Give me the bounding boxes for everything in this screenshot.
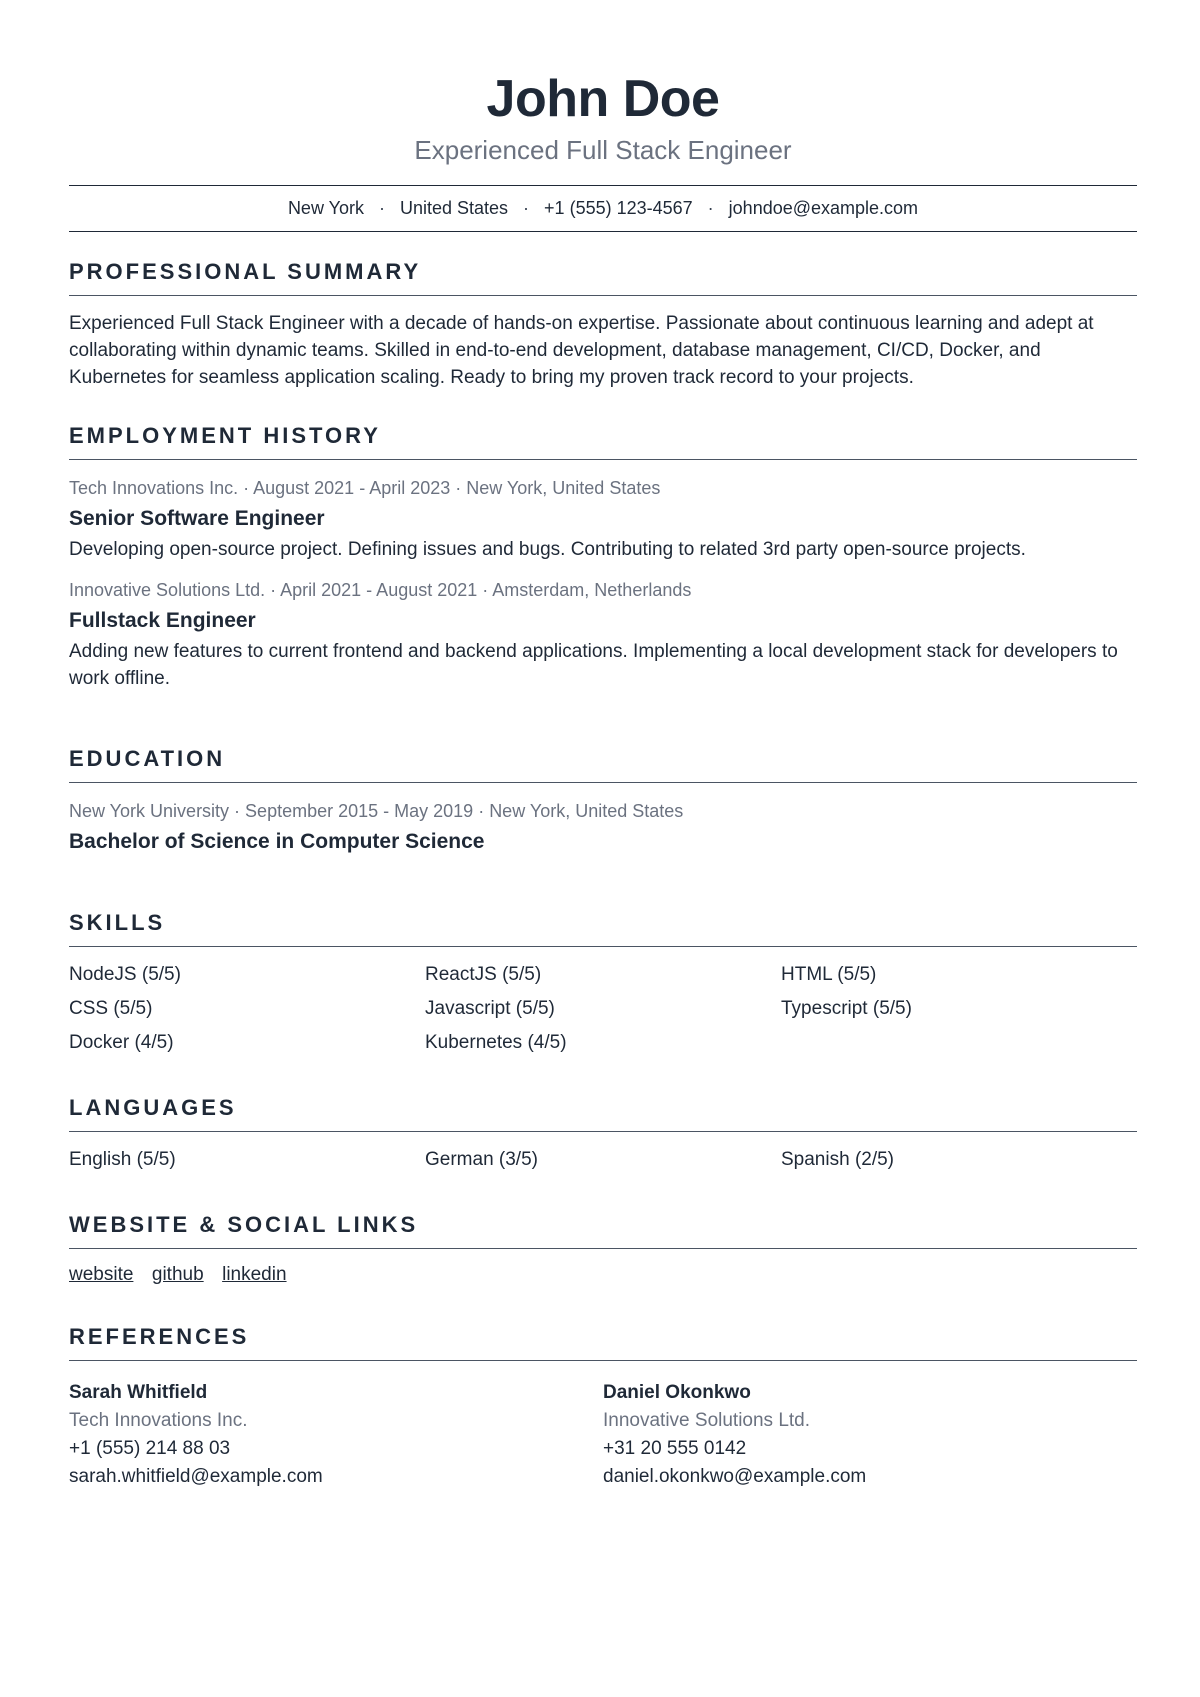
skill-item: CSS (5/5): [69, 998, 153, 1019]
contact-phone: +1 (555) 123-4567: [544, 198, 693, 218]
job-description: Developing open-source project. Defining issues and bugs. Contributing to related 3rd party open-source projects.: [69, 539, 1026, 560]
education-meta: New York University · September 2015 - May 2019 · New York, United States: [69, 801, 684, 821]
reference-company: Tech Innovations Inc.: [69, 1410, 248, 1431]
summary-text: Experienced Full Stack Engineer with a decade of hands-on expertise. Passionate about continuous learning and adept at collaborating within dynamic teams. Skilled in end-to-end development, database management, CI/CD, Docker, and Kubernetes for seamless application scaling. Ready to bring my proven track record to your projects.: [69, 313, 1094, 388]
languages-grid: [69, 1143, 1137, 1177]
job-entry: [69, 578, 1137, 692]
languages-section: [69, 1094, 1137, 1177]
job-title: Fullstack Engineer: [69, 609, 256, 632]
summary-section: [69, 258, 1137, 391]
reference-email: sarah.whitfield@example.com: [69, 1466, 323, 1487]
contact-separator: ·: [523, 198, 530, 218]
linkedin-link[interactable]: linkedin: [222, 1264, 287, 1285]
references-section: [69, 1323, 1137, 1491]
section-heading: EDUCATION: [69, 745, 1137, 783]
education-section: [69, 745, 1137, 857]
skill-item: Kubernetes (4/5): [425, 1032, 567, 1053]
section-heading: PROFESSIONAL SUMMARY: [69, 258, 1137, 296]
reference-name: Sarah Whitfield: [69, 1382, 208, 1403]
job-title: Senior Software Engineer: [69, 507, 325, 530]
contact-city: New York: [287, 198, 364, 218]
employment-section: [69, 422, 1137, 692]
reference-name: Daniel Okonkwo: [603, 1382, 751, 1403]
resume-header: [69, 66, 1137, 167]
language-item: Spanish (2/5): [781, 1149, 895, 1170]
section-heading: SKILLS: [69, 909, 1137, 947]
contact-separator: ·: [707, 198, 714, 218]
contact-email: johndoe@example.com: [728, 198, 919, 218]
reference-card: [603, 1379, 1137, 1491]
job-entry: [69, 476, 1137, 563]
skill-item: Typescript (5/5): [781, 998, 912, 1019]
section-heading: EMPLOYMENT HISTORY: [69, 422, 1137, 460]
skill-item: NodeJS (5/5): [69, 964, 181, 985]
contact-country: United States: [399, 198, 509, 218]
skills-section: [69, 909, 1137, 1060]
skill-item: ReactJS (5/5): [425, 964, 542, 985]
skill-item: HTML (5/5): [781, 964, 877, 985]
job-meta: Tech Innovations Inc. · August 2021 - April 2023 · New York, United States: [69, 478, 661, 498]
job-description: Adding new features to current frontend and backend applications. Implementing a local development stack for developers to work offline.: [69, 641, 1118, 689]
reference-card: [69, 1379, 603, 1491]
reference-phone: +1 (555) 214 88 03: [69, 1438, 231, 1459]
reference-phone: +31 20 555 0142: [603, 1438, 747, 1459]
contact-separator: ·: [378, 198, 385, 218]
candidate-title: Experienced Full Stack Engineer: [414, 135, 792, 165]
links-section: [69, 1211, 1137, 1286]
skill-item: Docker (4/5): [69, 1032, 174, 1053]
reference-company: Innovative Solutions Ltd.: [603, 1410, 811, 1431]
website-link[interactable]: website: [69, 1264, 134, 1285]
skills-grid: [69, 958, 1137, 1060]
contact-bar: [69, 185, 1137, 232]
education-degree: Bachelor of Science in Computer Science: [69, 830, 485, 853]
candidate-name: John Doe: [486, 70, 720, 128]
github-link[interactable]: github: [151, 1264, 204, 1285]
language-item: German (3/5): [425, 1149, 538, 1170]
job-meta: Innovative Solutions Ltd. · April 2021 - August 2021 · Amsterdam, Netherlands: [69, 580, 692, 600]
links-list: [69, 1264, 1137, 1286]
skill-item: Javascript (5/5): [425, 998, 555, 1019]
section-heading: WEBSITE & SOCIAL LINKS: [69, 1211, 1137, 1249]
references-grid: [69, 1379, 1137, 1491]
section-heading: LANGUAGES: [69, 1094, 1137, 1132]
section-heading: REFERENCES: [69, 1323, 1137, 1361]
language-item: English (5/5): [69, 1149, 176, 1170]
reference-email: daniel.okonkwo@example.com: [603, 1466, 867, 1487]
